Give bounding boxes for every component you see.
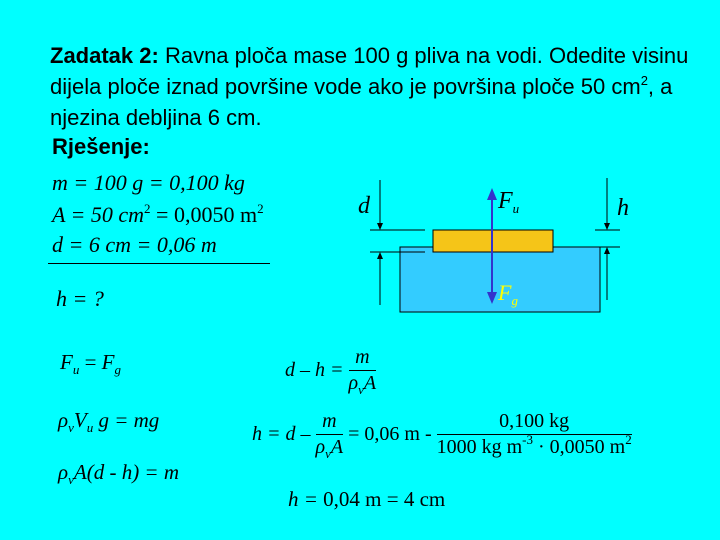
f2-den2-b: · 0,0050 m: [533, 436, 626, 458]
task-label: Zadatak 2:: [50, 43, 159, 68]
unknown-h: h = ?: [56, 286, 104, 311]
result-value: 0,04 m = 4 cm: [323, 487, 446, 511]
f2-den-a: A: [330, 436, 344, 458]
fg-main: F: [498, 280, 512, 305]
solution-heading: Rješenje:: [52, 134, 150, 159]
task-statement: [50, 40, 700, 133]
task-text: Ravna ploča mase 100 g pliva na vodi. Odedite visinu dijela ploče iznad površine vode ako je površina ploče 50 cm: [50, 43, 689, 99]
f1-lhs: d – h =: [285, 359, 349, 381]
gravity-force-label: [498, 280, 518, 306]
eq2-rho: ρ: [58, 408, 69, 432]
given-mass: m = 100 g = 0,100 kg: [52, 170, 245, 195]
given-area-mid: = 0,0050 m: [150, 202, 258, 227]
eq2-v: V: [73, 408, 87, 432]
equation-force-balance: [60, 350, 121, 375]
d-label: d: [358, 193, 370, 219]
eq1-a-sub: u: [72, 362, 80, 377]
f2-den2-a: 1000 kg m: [436, 436, 523, 458]
task-superscript: 2: [640, 73, 648, 88]
eq2-sub-u: u: [86, 420, 94, 435]
equation-density: [58, 408, 159, 433]
h-label: h: [617, 195, 629, 221]
given-divider: [48, 263, 270, 264]
eq3-rest: A(d - h) = m: [73, 460, 180, 484]
f2-lhs: h = d –: [252, 423, 316, 445]
f2-num2: 0,100 kg: [437, 410, 632, 435]
f2-den2-sup: -3: [522, 432, 534, 447]
f2-den-rho: ρ: [315, 436, 326, 458]
f1-den: [349, 371, 377, 395]
fu-sub: u: [512, 201, 520, 216]
result-lhs: h =: [288, 487, 324, 511]
eq3-sub-v: v: [68, 472, 74, 487]
eq1-b: F: [101, 350, 115, 374]
eq1-a: F: [60, 350, 73, 374]
eq1-b-sub: g: [114, 362, 121, 377]
f1-fraction: [349, 346, 377, 395]
task-text-end: , a njezina debljina 6 cm.: [50, 74, 673, 130]
f2-numeric-fraction: [437, 410, 632, 459]
eq2-rest: g = mg: [93, 408, 160, 432]
f2-eq: = 0,06 m -: [343, 423, 437, 445]
fg-sub: g: [511, 293, 518, 308]
eq1-op: =: [79, 350, 102, 374]
fu-main: F: [498, 188, 513, 214]
f2-den: [316, 435, 344, 459]
result: [288, 487, 445, 512]
f1-den-rho: ρ: [348, 372, 359, 394]
f2-num: m: [316, 410, 344, 435]
f2-fraction: [316, 410, 344, 459]
h-arrow-top: [604, 223, 610, 230]
given-area-sup2: 2: [257, 201, 264, 216]
buoyancy-force-label: [498, 188, 519, 215]
given-area-sup: 2: [144, 201, 151, 216]
given-area: [52, 202, 264, 228]
f2-den-sub: v: [325, 446, 331, 461]
equation-area: [58, 460, 179, 485]
f1-den-sub: v: [358, 382, 364, 397]
equation-d-minus-h: [285, 346, 376, 395]
f2-den2: [436, 432, 632, 459]
equation-h: [252, 410, 632, 459]
buoyancy-arrow-head: [487, 188, 497, 200]
f2-den2-sup2: 2: [625, 432, 632, 447]
given-thickness: d = 6 cm = 0,06 m: [52, 232, 217, 257]
d-arrow-top: [377, 223, 383, 230]
eq2-sub-v: v: [68, 420, 74, 435]
f1-num: m: [349, 346, 377, 371]
given-area-pre: A = 50 cm: [52, 202, 145, 227]
f1-den-a: A: [363, 372, 377, 394]
eq3-rho: ρ: [58, 460, 69, 484]
